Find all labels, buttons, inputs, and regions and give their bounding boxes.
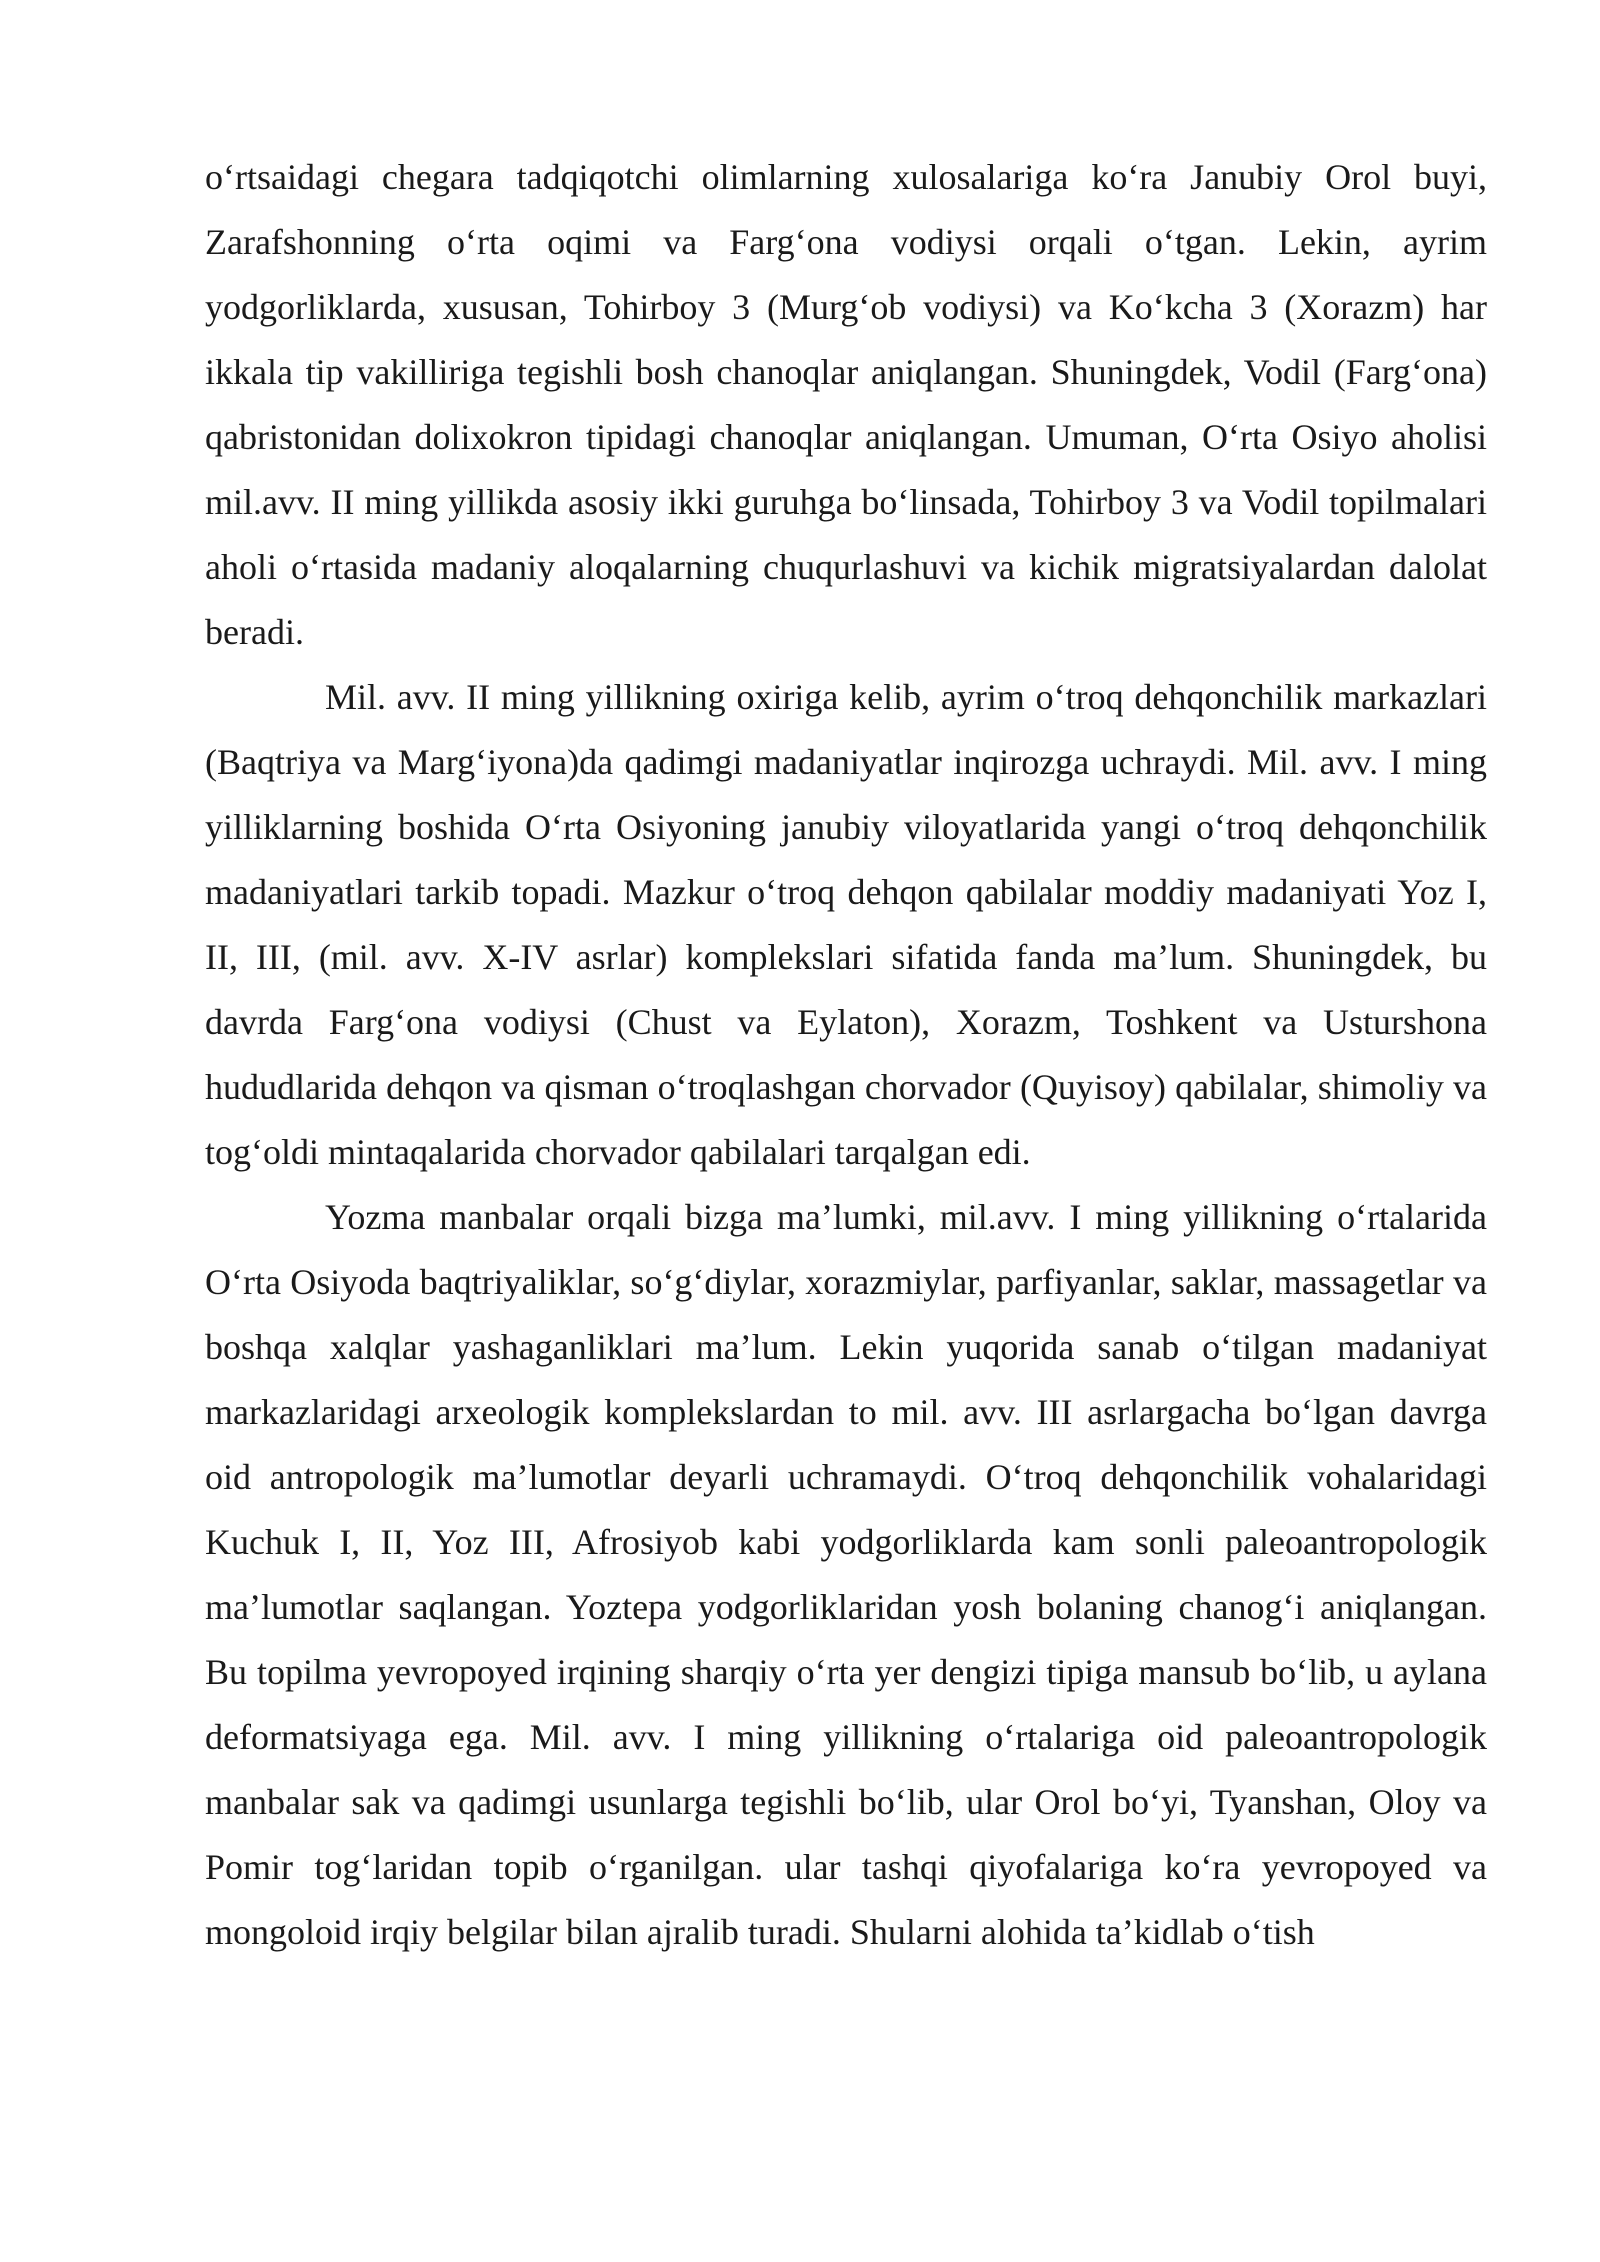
paragraph-2: Mil. avv. II ming yillikning oxiriga kelib, ayrim o‘troq dehqonchilik markazlari (Baqtriya va Marg‘iyona)da qadimgi madaniyatlar inqirozga uchraydi. Mil. avv. I ming yilliklarning boshida O‘rta Osiyoning janubiy viloyatlarida yangi o‘troq dehqonchilik madaniyatlari tarkib topadi. Mazkur o‘troq dehqon qabilalar moddiy madaniyati Yoz I, II, III, (mil. avv. X-IV asrlar) komplekslari sifatida fanda ma’lum. Shuningdek, bu davrda Farg‘ona vodiysi (Chust va Eylaton), Xorazm, Toshkent va Usturshona hududlarida dehqon va qisman o‘troqlashgan chorvador (Quyisoy) qabilalar, shimoliy va tog‘oldi mintaqalarida chorvador qabilalari tarqalgan edi. <box>205 677 1487 1172</box>
paragraph-1: o‘rtsaidagi chegara tadqiqotchi olimlarning xulosalariga ko‘ra Janubiy Orol buyi, Zarafshonning o‘rta oqimi va Farg‘ona vodiysi orqali o‘tgan. Lekin, ayrim yodgorliklarda, xususan, Tohirboy 3 (Murg‘ob vodiysi) va Ko‘kcha 3 (Xorazm) har ikkala tip vakilliriga tegishli bosh chanoqlar aniqlangan. Shuningdek, Vodil (Farg‘ona) qabristonidan dolixokron tipidagi chanoqlar aniqlangan. Umuman, O‘rta Osiyo aholisi mil.avv. II ming yillikda asosiy ikki guruhga bo‘linsada, Tohirboy 3 va Vodil topilmalari aholi o‘rtasida madaniy aloqalarning chuqurlashuvi va kichik migratsiyalardan dalolat beradi. <box>205 157 1487 652</box>
document-body <box>205 145 1487 1965</box>
paragraph-3: Yozma manbalar orqali bizga ma’lumki, mil.avv. I ming yillikning o‘rtalarida O‘rta Osiyoda baqtriyaliklar, so‘g‘diylar, xorazmiylar, parfiyanlar, saklar, massagetlar va boshqa xalqlar yashaganliklari ma’lum. Lekin yuqorida sanab o‘tilgan madaniyat markazlaridagi arxeologik komplekslardan to mil. avv. III asrlargacha bo‘lgan davrga oid antropologik ma’lumotlar deyarli uchramaydi. O‘troq dehqonchilik vohalaridagi Kuchuk I, II, Yoz III, Afrosiyob kabi yodgorliklarda kam sonli paleoantropologik ma’lumotlar saqlangan. Yoztepa yodgorliklaridan yosh bolaning chanog‘i aniqlangan. Bu topilma yevropoyed irqining sharqiy o‘rta yer dengizi tipiga mansub bo‘lib, u aylana deformatsiyaga ega. Mil. avv. I ming yillikning o‘rtalariga oid paleoantropologik manbalar sak va qadimgi usunlarga tegishli bo‘lib, ular Orol bo‘yi, Tyanshan, Oloy va Pomir tog‘laridan topib o‘rganilgan. ular tashqi qiyofalariga ko‘ra yevropoyed va mongoloid irqiy belgilar bilan ajralib turadi. Shularni alohida ta’kidlab o‘tish <box>205 1197 1487 1952</box>
